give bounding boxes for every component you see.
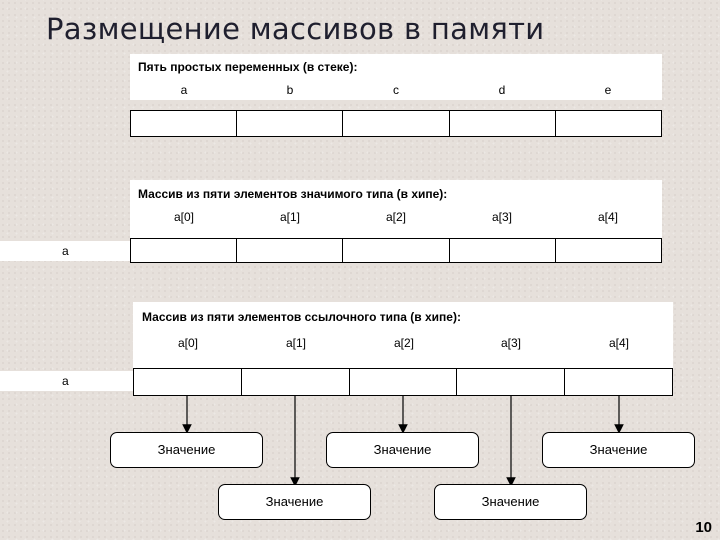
value-box-4: Значение xyxy=(434,484,587,520)
value-array-caption: Массив из пяти элементов значимого типа (в хипе): xyxy=(138,187,448,201)
reference-array-label-0: a[0] xyxy=(177,336,198,350)
value-array-label-4: a[4] xyxy=(597,210,618,224)
var-label-b: b xyxy=(286,83,294,97)
value-box-1: Значение xyxy=(326,432,479,468)
value-box-2: Значение xyxy=(542,432,695,468)
reference-array-label-2: a[2] xyxy=(393,336,414,350)
value-array-ref-label: a xyxy=(0,241,132,261)
reference-array-label-4: a[4] xyxy=(608,336,629,350)
reference-array-ref-label: a xyxy=(0,371,135,391)
value-box-3: Значение xyxy=(218,484,371,520)
var-label-e: e xyxy=(604,83,612,97)
slide-title: Размещение массивов в памяти xyxy=(46,12,545,46)
var-label-d: d xyxy=(498,83,506,97)
value-array-label-3: a[3] xyxy=(491,210,512,224)
value-array-label-1: a[1] xyxy=(279,210,300,224)
stack-variables-caption: Пять простых переменных (в стеке): xyxy=(138,60,358,74)
value-array-label-0: a[0] xyxy=(173,210,194,224)
value-box-0: Значение xyxy=(110,432,263,468)
var-label-c: c xyxy=(393,83,399,97)
reference-array-label-1: a[1] xyxy=(285,336,306,350)
reference-array-caption: Массив из пяти элементов ссылочного типа (в хипе): xyxy=(142,310,461,324)
value-array-label-2: a[2] xyxy=(385,210,406,224)
page-number: 10 xyxy=(695,519,712,536)
reference-array-label-3: a[3] xyxy=(500,336,521,350)
var-label-a: a xyxy=(180,83,188,97)
